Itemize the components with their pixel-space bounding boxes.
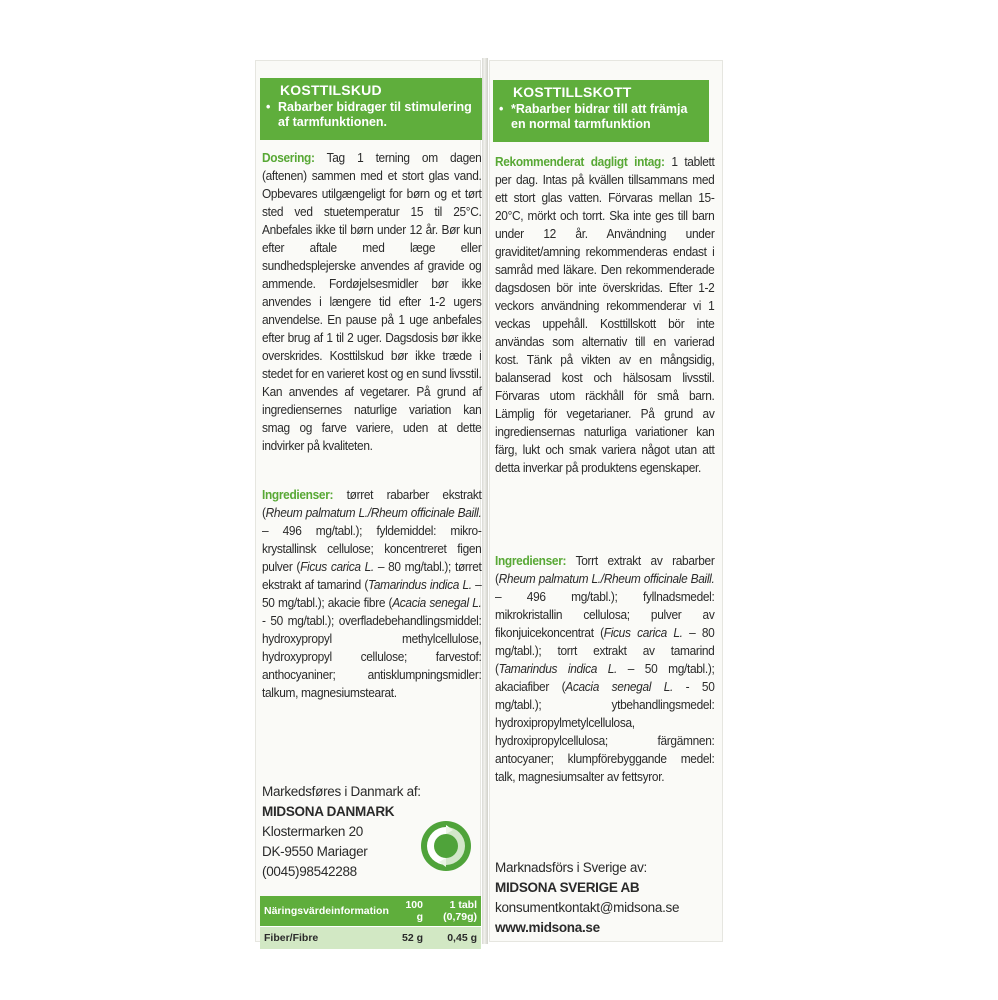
swedish-ingredients-part-c: – 496 mg/tabl.); fyllnadsmedel: mikrokristallin cellulosa; pulver av fikonjuicekoncentrat ( <box>495 589 715 640</box>
danish-ingredients <box>262 486 481 702</box>
table-row <box>260 927 481 950</box>
swedish-ingredients-part-h: Acacia senegal L. <box>565 679 673 694</box>
nutrition-row-per-100g: 52 g <box>393 927 427 950</box>
danish-dosage <box>262 149 481 455</box>
nutrition-row-label: Fiber/Fibre <box>260 927 393 950</box>
swedish-header-band <box>493 80 709 142</box>
danish-ingredients-part-b: Rheum palmatum L./Rheum officinale Baill. <box>265 505 482 520</box>
green-dot-recycling-icon <box>420 820 472 872</box>
danish-header-band <box>260 78 482 140</box>
swedish-ingredients-part-b: Rheum palmatum L./Rheum officinale Baill. <box>498 571 715 586</box>
bullet-icon: • <box>266 100 271 114</box>
danish-ingredients-part-c: – 496 mg/tabl.); fyldemiddel: mikro-krystallinsk cellulose; koncentreret figen pulver ( <box>262 523 482 574</box>
danish-title: KOSTTILSKUD <box>280 82 382 98</box>
swedish-email: konsumentkontakt@midsona.se <box>495 900 680 915</box>
swedish-ingredients-part-e: – 80 mg/tabl.); torrt extrakt av tamarind ( <box>495 625 715 676</box>
danish-ingredients-part-h: Acacia senegal L. <box>392 595 482 610</box>
danish-company-block <box>262 782 421 882</box>
panel-divider <box>482 58 488 944</box>
danish-ingredients-part-a: tørret rabarber ekstrakt ( <box>262 487 482 520</box>
swedish-ingredients-part-a: Torrt extrakt av rabarber ( <box>495 553 715 586</box>
danish-marketed-by: Markedsføres i Danmark af: <box>262 784 421 799</box>
danish-ingredients-part-e: – 80 mg/tabl.); tørret ekstrakt af tamarind ( <box>262 559 482 592</box>
swedish-claim <box>499 102 703 132</box>
swedish-ingredients <box>495 552 714 786</box>
swedish-company-name: MIDSONA SVERIGE AB <box>495 880 640 895</box>
danish-ingredients-label: Ingredienser: <box>262 487 334 502</box>
danish-ingredients-part-d: Ficus carica L. <box>300 559 374 574</box>
swedish-dosage <box>495 153 714 477</box>
nutrition-header-label: Näringsvärdeinformation <box>260 896 393 927</box>
nutrition-header-row <box>260 896 481 927</box>
danish-claim <box>266 100 476 130</box>
nutrition-header-per-100g: 100 g <box>393 896 427 927</box>
swedish-dosage-label: Rekommenderat dagligt intag: <box>495 154 665 169</box>
danish-ingredients-part-i: - 50 mg/tabl.); overfladebehandlingsmiddel: hydroxypropyl methylcellulose, hydroxypropyl cellulose; farvestof: anthocyaniner; antisklumpningsmidler: talkum, magnesiumstearat. <box>262 613 482 700</box>
danish-address-line-1: Klostermarken 20 <box>262 824 363 839</box>
swedish-ingredients-part-g: – 50 mg/tabl.); akaciafiber ( <box>495 661 715 694</box>
danish-dosage-label: Dosering: <box>262 150 315 165</box>
swedish-dosage-text: 1 tablett per dag. Intas på kvällen tillsammans med ett stort glas vatten. Förvaras mellan 15-20°C, mörkt och torrt. Ska inte ges till barn under 12 år. Användning under graviditet/amning rekommenderas endast i samråd med läkare. Den rekommenderade dagsdosen bör inte överskridas. Efter 1-2 veckors användning rekommenderar vi 1 veckas uppehåll. Kosttillskott bör inte användas som alternativ till en varierad kost. Tänk på vikten av en mångsidig, balanserad kost och hälsosam livsstil. Förvaras utom räckhåll för små barn. Lämplig för vegetarianer. På grund av ingrediensernas naturliga variationer kan färg, lukt och smak variera något utan att detta inverkar på produktens egenskaper. <box>495 154 715 475</box>
swedish-ingredients-part-f: Tamarindus indica L. <box>498 661 618 676</box>
swedish-marketed-by: Marknadsförs i Sverige av: <box>495 860 648 875</box>
nutrition-table <box>260 896 481 949</box>
danish-phone: (0045)98542288 <box>262 864 357 879</box>
swedish-title: KOSTTILLSKOTT <box>513 84 632 100</box>
swedish-ingredients-label: Ingredienser: <box>495 553 567 568</box>
danish-claim-text: Rabarber bidrager til stimulering af tarmfunktionen. <box>278 100 472 129</box>
nutrition-header-per-tablet: 1 tabl (0,79g) <box>427 896 481 927</box>
danish-address-line-2: DK-9550 Mariager <box>262 844 368 859</box>
nutrition-row-per-tablet: 0,45 g <box>427 927 481 950</box>
swedish-ingredients-part-d: Ficus carica L. <box>603 625 683 640</box>
swedish-company-block <box>495 858 679 938</box>
danish-ingredients-part-g: – 50 mg/tabl.); akacie fibre ( <box>262 577 482 610</box>
bullet-icon: • <box>499 102 504 116</box>
swedish-ingredients-part-i: - 50 mg/tabl.); ytbehandlingsmedel: hydroxipropylmetylcellulosa, hydroxipropylcellulosa; färgämnen: antocyaner; klumpförebyggande medel: talk, magnesiumsalter av fettsyror. <box>495 679 715 784</box>
danish-dosage-text: Tag 1 terning om dagen (aftenen) sammen med et stort glas vand. Opbevares utilgængeligt for børn og et tørt sted ved stuetemperatur 15 til 25°C. Anbefales ikke til børn under 12 år. Bør kun efter aftale med læge eller sundhedsplejerske anvendes af gravide og ammende. Fordøjelsesmidler bør ikke anvendes i længere tid efter 1-2 ugers anvendelse. En pause på 1 uge anbefales efter brug af 1 til 2 uger. Dagsdosis bør ikke overskrides. Kosttilskud bør ikke træde i stedet for en varieret kost og en sund livsstil. Kan anvendes af vegetarer. På grund af ingrediensernes naturlige variation kan smag og farve variere, uden at dette indvirker på kvaliteten. <box>262 150 482 453</box>
swedish-claim-text: *Rabarber bidrar till att främja en normal tarmfunktion <box>511 102 688 131</box>
swedish-website: www.midsona.se <box>495 920 600 935</box>
danish-company-name: MIDSONA DANMARK <box>262 804 395 819</box>
danish-ingredients-part-f: Tamarindus indica L. <box>367 577 472 592</box>
